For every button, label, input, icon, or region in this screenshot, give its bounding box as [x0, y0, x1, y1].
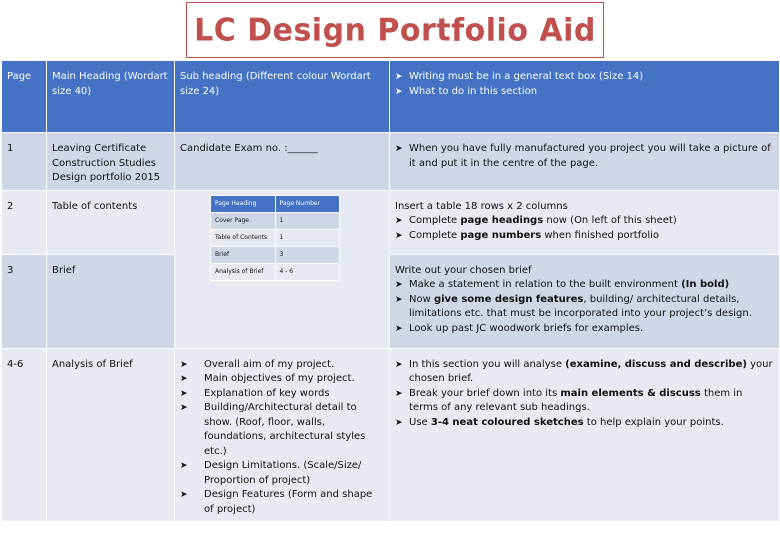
toc-number: 3: [275, 246, 340, 263]
row-page: 4-6: [2, 348, 47, 522]
table-row: [2, 133, 780, 191]
row-notes: [390, 133, 780, 191]
row-notes: [390, 348, 780, 522]
toc-header-row: [211, 195, 340, 212]
page-title: LC Design Portfolio Aid: [194, 11, 596, 49]
row-note: ➤ Complete page numbers when finished portfolio: [395, 229, 774, 244]
toc-heading: Analysis of Brief: [211, 263, 276, 280]
toc-number: 4 - 6: [275, 263, 340, 280]
sub-item: ➤ Explanation of key words: [180, 387, 384, 402]
toc-cell: [175, 190, 390, 348]
title-box: [186, 2, 604, 58]
row-intro: Write out your chosen brief: [395, 264, 532, 276]
row-page: 1: [2, 133, 47, 191]
row-note: ➤ Use 3-4 neat coloured sketches to help explain your points.: [395, 416, 774, 431]
table-row: [2, 348, 780, 522]
sub-item: ➤ Main objectives of my project.: [180, 372, 384, 387]
row-note: ➤ Complete page headings now (On left of this sheet): [395, 214, 774, 229]
toc-number: 1: [275, 229, 340, 246]
row-note: ➤ Now give some design features, building/ architectural details, limitations etc. that must be incorporated into your project’s design.: [395, 293, 774, 322]
toc-mini-table: [210, 195, 340, 281]
table-row: [2, 190, 780, 254]
row-page: 3: [2, 254, 47, 348]
header-main-heading: Main Heading (Wordart size 40): [47, 61, 175, 133]
header-note: ➤ What to do in this section: [395, 85, 774, 100]
header-sub-heading: Sub heading (Different colour Wordart size 24): [175, 61, 390, 133]
toc-row: [211, 246, 340, 263]
row-notes: [390, 254, 780, 348]
toc-row: [211, 212, 340, 229]
sub-item: ➤ Design Limitations. (Scale/Size/ Proportion of project): [180, 459, 384, 488]
toc-heading: Cover Page: [211, 212, 276, 229]
row-note: ➤ Look up past JC woodwork briefs for examples.: [395, 322, 774, 337]
toc-heading: Brief: [211, 246, 276, 263]
toc-row: [211, 263, 340, 280]
row-intro: Insert a table 18 rows x 2 columns: [395, 200, 568, 212]
toc-header: Page Number: [275, 195, 340, 212]
row-sub-heading: Candidate Exam no. :______: [175, 133, 390, 191]
row-sub-heading: [175, 348, 390, 522]
table-row: [2, 254, 780, 348]
sub-item: ➤ Overall aim of my project.: [180, 358, 384, 373]
toc-header: Page Heading: [211, 195, 276, 212]
header-note: ➤ Writing must be in a general text box (Size 14): [395, 70, 774, 85]
sub-item: ➤ Design Features (Form and shape of project): [180, 488, 384, 517]
row-page: 2: [2, 190, 47, 254]
sub-item: ➤ Building/Architectural detail to show. (Roof, floor, walls, foundations, architectural styles etc.): [180, 401, 384, 459]
toc-number: 1: [275, 212, 340, 229]
row-main-heading: Table of contents: [47, 190, 175, 254]
row-note: ➤ Break your brief down into its main elements & discuss them in terms of any relevant sub headings.: [395, 387, 774, 416]
header-row: [2, 61, 780, 133]
toc-heading: Table of Contents: [211, 229, 276, 246]
portfolio-table: [1, 60, 780, 522]
row-note: ➤ When you have fully manufactured you project you will take a picture of it and put it in the centre of the page.: [395, 142, 774, 171]
row-notes: [390, 190, 780, 254]
row-main-heading: Analysis of Brief: [47, 348, 175, 522]
row-note: ➤ Make a statement in relation to the built environment (In bold): [395, 278, 774, 293]
toc-row: [211, 229, 340, 246]
row-main-heading: Leaving Certificate Construction Studies Design portfolio 2015: [47, 133, 175, 191]
header-page: Page: [2, 61, 47, 133]
header-notes: [390, 61, 780, 133]
row-main-heading: Brief: [47, 254, 175, 348]
row-note: ➤ In this section you will analyse (examine, discuss and describe) your chosen brief.: [395, 358, 774, 387]
